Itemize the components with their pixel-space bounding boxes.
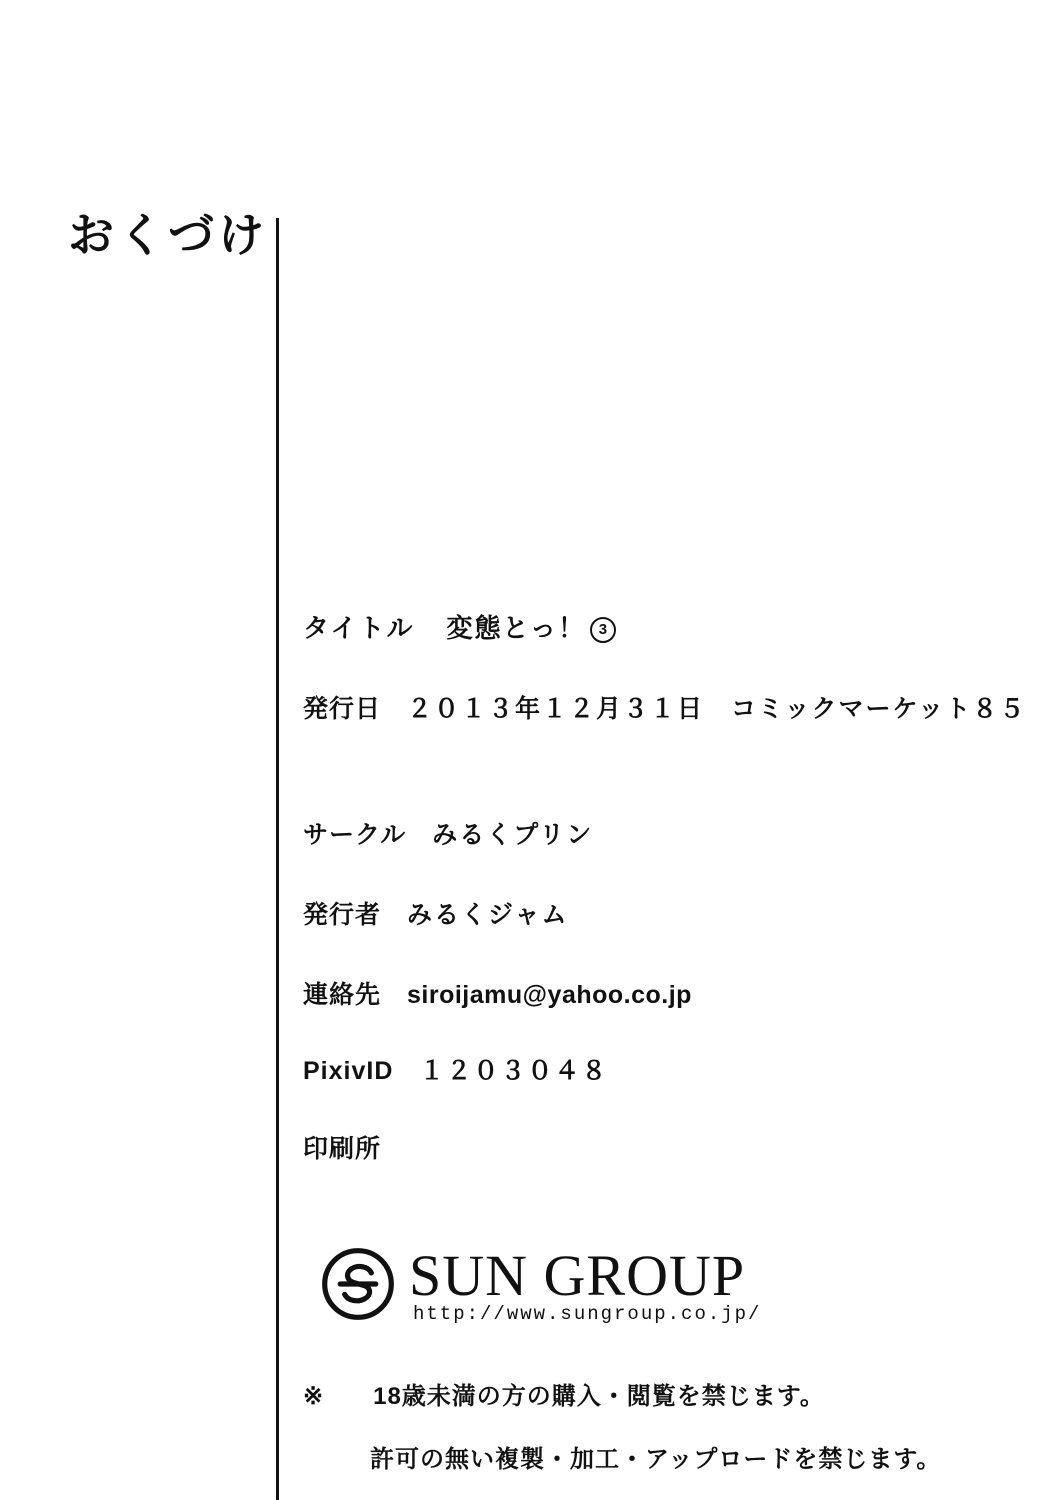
vertical-divider — [276, 218, 279, 1500]
title-value: 変態とっ！ 3 — [446, 608, 615, 645]
notice-block — [303, 1376, 1003, 1474]
printer-name: SUN GROUP — [409, 1243, 746, 1308]
printer-url: http://www.sungroup.co.jp/ — [413, 1303, 762, 1325]
info-row-contact — [303, 975, 1003, 1011]
volume-number-badge: 3 — [590, 617, 616, 643]
asterisk-icon: ※ — [303, 1383, 324, 1410]
author-value: みるくジャム — [407, 901, 569, 929]
info-row-date — [303, 689, 1027, 725]
notice-age-restriction — [303, 1376, 1003, 1411]
title-label: タイトル — [303, 613, 415, 643]
contact-label: 連絡先 — [303, 981, 382, 1009]
notice-age-text: 18歳未満の方の購入・閲覧を禁じます。 — [373, 1383, 825, 1410]
circle-label: サークル — [303, 821, 407, 849]
printer-logo — [321, 1245, 761, 1325]
date-value: ２０１３年１２月３１日 コミックマーケット８５ — [407, 695, 1027, 723]
author-label: 発行者 — [303, 901, 382, 929]
printer-label: 印刷所 — [303, 1135, 382, 1163]
info-row-title — [303, 608, 1003, 645]
info-row-circle — [303, 815, 1003, 851]
colophon-info-list — [303, 608, 1027, 1165]
circle-value: みるくプリン — [432, 821, 594, 849]
printer-logo-text — [409, 1245, 761, 1325]
info-row-printer — [303, 1129, 1003, 1165]
info-row-pixiv — [303, 1051, 1003, 1087]
page-title: おくづけ — [68, 209, 268, 261]
date-label: 発行日 — [303, 695, 382, 723]
pixiv-id-label: PixivID — [303, 1057, 394, 1085]
info-row-author — [303, 895, 1003, 931]
sun-group-logo-icon — [321, 1247, 395, 1321]
contact-email: siroijamu@yahoo.co.jp — [407, 981, 692, 1009]
pixiv-id-value: １２０３０４８ — [419, 1057, 609, 1085]
notice-copy-restriction: 許可の無い複製・加工・アップロードを禁じます。 — [370, 1446, 942, 1473]
